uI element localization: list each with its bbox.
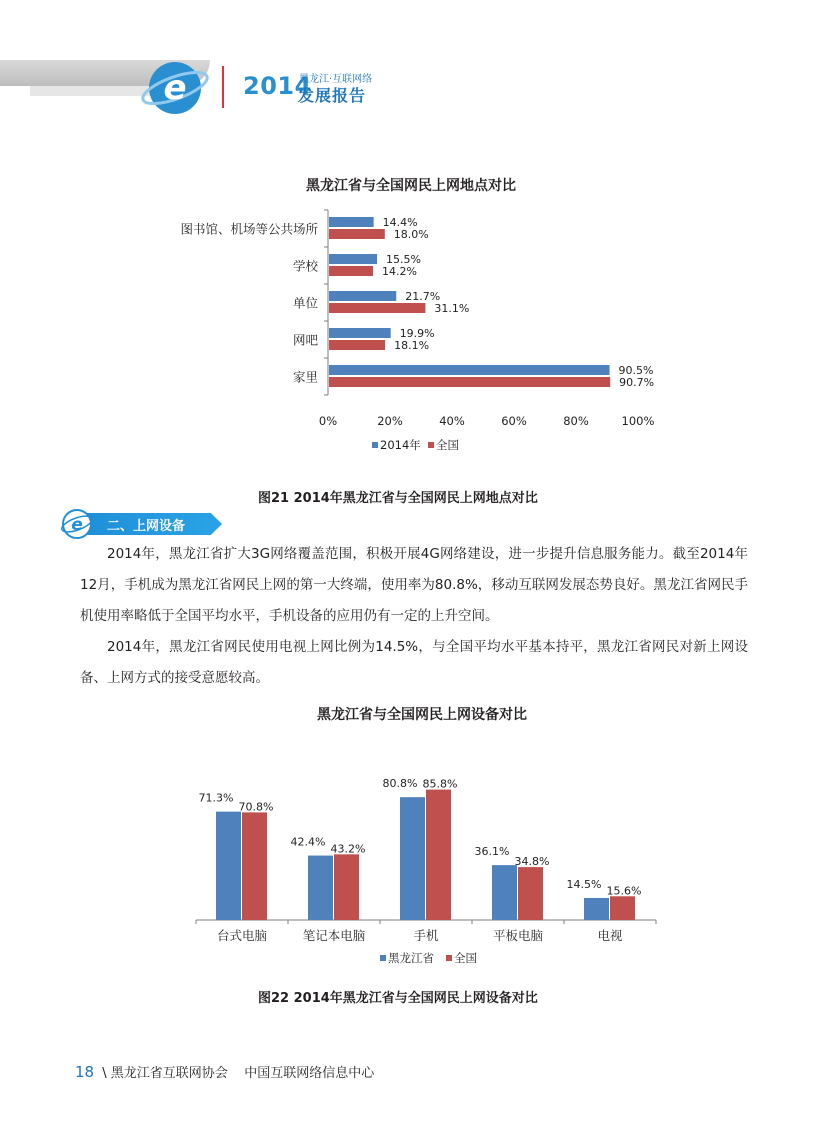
chart1-category-label: 家里: [292, 369, 318, 385]
footer-org-2: 中国互联网络信息中心: [244, 1066, 375, 1081]
chart2-bar: [400, 797, 425, 920]
chart2-bar: [308, 856, 333, 920]
page-number: 18: [75, 1063, 95, 1081]
chart1-x-tick-label: 80%: [563, 414, 589, 428]
chart1-data-label: 14.2%: [382, 265, 417, 278]
chart1-bar: [329, 229, 385, 239]
chart2-data-label: 42.4%: [290, 835, 326, 849]
chart2-bar: [492, 865, 517, 920]
chart1-data-label: 31.1%: [434, 302, 470, 315]
header-year: 2014: [243, 72, 312, 100]
chart2-category-label: 电视: [597, 928, 623, 943]
chart1-bar: [329, 340, 385, 350]
header-subtitle: 黑龙江·互联网络: [299, 74, 373, 85]
chart2-caption: 图22 2014年黑龙江省与全国网民上网设备对比: [258, 991, 538, 1006]
chart2-bar: [242, 812, 267, 920]
chart2-data-label: 14.5%: [566, 877, 602, 891]
chart2-legend-swatch: [446, 955, 452, 961]
paragraph-text: 2014年，黑龙江省扩大3G网络覆盖范围，积极开展4G网络建设，进一步提升信息服务能力。截至2014年12月，手机成为黑龙江省网民上网的第一大终端，使用率为80.8%，移动互联网发展态势良好。黑龙江省网民手机使用率略低于全国平均水平，手机设备的应用仍有一定的上升空间。: [80, 546, 748, 624]
chart1-bar: [329, 254, 377, 264]
chart2-bar: [518, 867, 543, 920]
chart1-data-label: 21.7%: [405, 290, 441, 303]
chart1-x-tick-label: 60%: [501, 414, 527, 428]
chart2-category-label: 平板电脑: [492, 928, 544, 943]
chart2-data-label: 36.1%: [474, 845, 510, 859]
chart2-data-label: 71.3%: [198, 791, 234, 805]
chart1-category-label: 网吧: [292, 332, 318, 348]
body-paragraph-2: [80, 632, 748, 694]
chart2-category-label: 笔记本电脑: [302, 928, 366, 943]
chart1-legend-swatch: [372, 442, 378, 448]
chart2-data-label: 34.8%: [514, 855, 550, 869]
chart2-title: 黑龙江省与全国网民上网设备对比: [317, 707, 527, 723]
chart1-bar: [329, 217, 374, 227]
chart2-data-label: 70.8%: [238, 800, 274, 814]
chart2-data-label: 80.8%: [382, 777, 418, 791]
header-title: 发展报告: [298, 86, 367, 105]
chart2-category-label: 台式电脑: [216, 928, 268, 943]
chart1-data-label: 14.4%: [382, 216, 418, 229]
chart1-x-tick-label: 0%: [318, 414, 338, 428]
chart1-caption: 图21 2014年黑龙江省与全国网民上网地点对比: [258, 491, 538, 506]
chart1-data-label: 18.1%: [394, 339, 430, 352]
chart1-data-label: 15.5%: [386, 253, 422, 266]
chart2-legend-label: 黑龙江省: [388, 951, 434, 965]
chart2-bar: [426, 790, 451, 920]
chart2-data-label: 43.2%: [330, 842, 366, 856]
chart2-data-label: 85.8%: [422, 777, 458, 791]
svg-text:e: e: [163, 68, 187, 108]
paragraph-text: 2014年，黑龙江省网民使用电视上网比例为14.5%，与全国平均水平基本持平，黑龙江省网民对新上网设备、上网方式的接受意愿较高。: [80, 639, 748, 686]
e-logo-icon: [140, 58, 210, 118]
svg-text:e: e: [71, 515, 83, 535]
chart2-bar: [216, 812, 241, 920]
section-label: 二、上网设备: [107, 519, 186, 534]
body-paragraph-1: [80, 539, 748, 632]
chart1-data-label: 19.9%: [399, 327, 435, 340]
chart1-bar: [329, 365, 610, 375]
chart2-svg: [180, 730, 690, 970]
e-badge-icon: [60, 508, 94, 540]
chart1-bar: [329, 266, 373, 276]
header-separator: [222, 66, 224, 108]
chart1-category-label: 图书馆、机场等公共场所: [180, 221, 318, 237]
chart1-x-tick-label: 20%: [377, 414, 403, 428]
chart1-legend-label: 全国: [436, 438, 459, 452]
chart2-legend-label: 全国: [454, 951, 477, 965]
chart2-data-label: 15.6%: [606, 884, 642, 898]
chart2-category-label: 手机: [413, 928, 439, 943]
chart1-x-tick-label: 40%: [439, 414, 465, 428]
chart2-bar: [334, 854, 359, 920]
chart2-legend-swatch: [380, 955, 386, 961]
footer: [75, 1062, 374, 1081]
chart1-category-label: 单位: [292, 295, 318, 311]
footer-org-1: \ 黑龙江省互联网协会: [102, 1066, 228, 1081]
chart1-bar: [329, 291, 396, 301]
chart1-legend-label: 2014年: [380, 438, 421, 452]
chart1-bar: [329, 303, 425, 313]
chart2-bar: [610, 896, 635, 920]
chart1-title: 黑龙江省与全国网民上网地点对比: [306, 178, 516, 194]
chart1-x-tick-label: 100%: [621, 414, 655, 428]
chart1-data-label: 18.0%: [393, 228, 429, 241]
chart1-bar: [329, 377, 610, 387]
chart1-category-label: 学校: [292, 258, 318, 274]
chart1-data-label: 90.7%: [619, 376, 655, 389]
chart1-legend-swatch: [428, 442, 434, 448]
chart2-bar: [584, 898, 609, 920]
chart1-data-label: 90.5%: [618, 364, 654, 377]
chart1-svg: [160, 200, 680, 470]
chart1-bar: [329, 328, 391, 338]
